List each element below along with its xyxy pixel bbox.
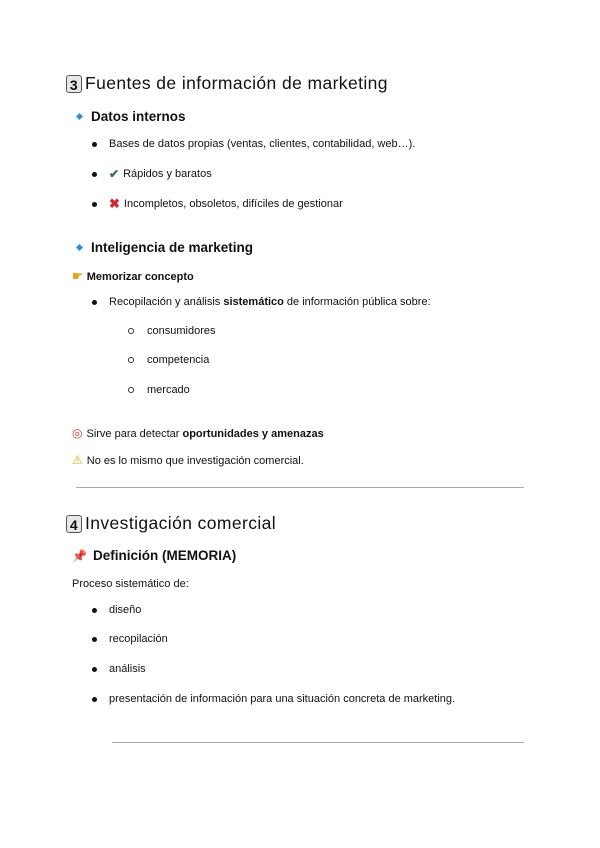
- bullet-icon: [92, 202, 97, 207]
- bullet-icon: [92, 667, 97, 672]
- list-item: [92, 663, 146, 675]
- section-3-heading: [66, 73, 388, 94]
- sub-list-item: [128, 354, 209, 366]
- list-item-text: recopilación: [109, 633, 168, 645]
- list-item: [92, 604, 141, 616]
- pointing-hand-icon: ☛: [72, 269, 83, 283]
- list-item-text: presentación de información para una situación concreta de marketing.: [109, 693, 456, 705]
- datos-internos-label: Datos internos: [91, 109, 186, 124]
- keycap-number-3-icon: 3: [66, 75, 82, 93]
- blue-diamond-icon: [76, 113, 83, 120]
- inteligencia-label: Inteligencia de marketing: [91, 240, 254, 255]
- inteligencia-heading: [74, 240, 253, 255]
- datos-internos-heading: [74, 109, 186, 124]
- blue-diamond-icon: [76, 244, 83, 251]
- hollow-bullet-icon: [128, 387, 134, 393]
- bullet-icon: [92, 172, 97, 177]
- bullet-icon: [92, 300, 97, 305]
- check-mark-icon: ✔: [109, 167, 120, 181]
- hollow-bullet-icon: [128, 357, 134, 363]
- list-item: [92, 167, 212, 181]
- bullet-icon: [92, 608, 97, 613]
- list-item: [92, 633, 168, 645]
- sub-list-item-text: consumidores: [147, 325, 216, 337]
- sub-list-item: [128, 384, 190, 396]
- divider: [112, 742, 524, 743]
- list-item: [92, 693, 455, 705]
- target-note: ◎ Sirve para detectar oportunidades y amenazas: [72, 426, 324, 440]
- bullet-icon: [92, 697, 97, 702]
- section-4-heading: [66, 513, 276, 534]
- keycap-number-4-icon: 4: [66, 515, 82, 533]
- bullet-icon: [92, 142, 97, 147]
- definition-heading: [72, 548, 236, 563]
- sub-list-item-text: competencia: [147, 354, 210, 366]
- hollow-bullet-icon: [128, 328, 134, 334]
- warning-note: ⚠ No es lo mismo que investigación comercial.: [72, 453, 304, 467]
- sub-list-item: [128, 325, 215, 337]
- section-4-title: Investigación comercial: [85, 513, 277, 533]
- list-item-text: Incompletos, obsoletos, difíciles de gestionar: [123, 198, 343, 210]
- cross-mark-icon: ✖: [109, 196, 120, 211]
- list-item: [92, 196, 343, 212]
- definition-intro: Proceso sistemático de:: [72, 578, 189, 590]
- target-icon: ◎: [72, 426, 83, 440]
- list-item-text: Bases de datos propias (ventas, clientes, contabilidad, web…).: [109, 138, 416, 150]
- definition-label: Definición (MEMORIA): [92, 548, 237, 563]
- memorize-label: Memorizar concepto: [86, 271, 194, 283]
- list-item-text: análisis: [109, 663, 146, 675]
- pushpin-icon: 📌: [72, 548, 87, 563]
- list-item: [92, 296, 431, 308]
- list-item-text: Recopilación y análisis sistemático de información pública sobre:: [109, 296, 431, 308]
- sub-list-item-text: mercado: [147, 384, 190, 396]
- divider: [76, 487, 524, 488]
- bullet-icon: [92, 637, 97, 642]
- section-3-title: Fuentes de información de marketing: [85, 73, 388, 93]
- list-item-text: Rápidos y baratos: [123, 168, 212, 180]
- list-item: [92, 138, 415, 150]
- memorize-note: [72, 269, 194, 283]
- list-item-text: diseño: [109, 604, 142, 616]
- warning-icon: ⚠: [72, 453, 83, 467]
